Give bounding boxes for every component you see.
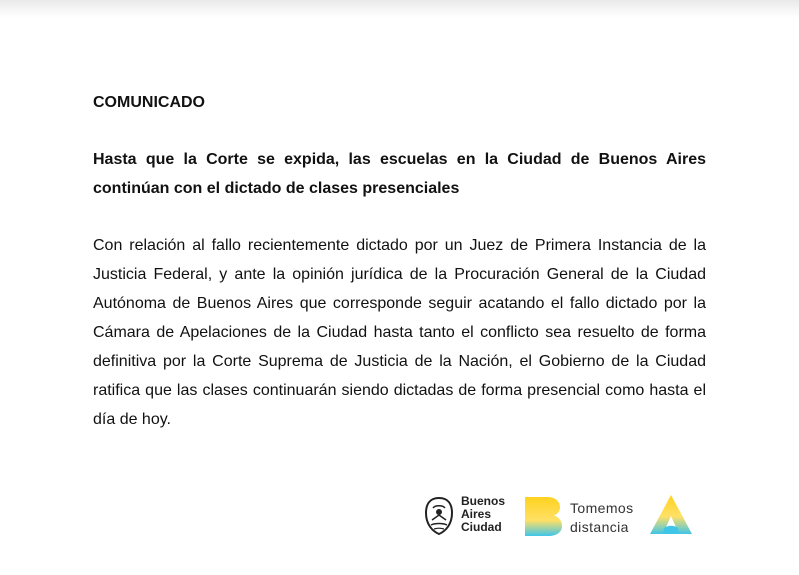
page-top-shadow	[0, 0, 799, 18]
campaign-line-1: Tomemos	[570, 500, 634, 516]
ba-b-logo-icon	[523, 495, 563, 537]
wordmark-line-3: Ciudad	[461, 520, 502, 534]
document-body: Con relación al fallo recientemente dictado por un Juez de Primera Instancia de la Justicia Federal, y ante la opinión jurídica de la Procuración General de la Ciudad Autónoma de Buenos Aires que corresponde seguir acatando el fallo dictado por la Cámara de Apelaciones de la Ciudad hasta tanto el conflicto sea resuelto de forma definitiva por la Corte Suprema de Justicia de la Nación, el Gobierno de la Ciudad ratifica que las clases continuarán siendo dictadas de forma presencial como hasta el día de hoy.	[93, 237, 706, 428]
footer-logos	[424, 494, 700, 540]
wordmark-line-2: Aires	[461, 507, 492, 521]
document-heading: COMUNICADO	[93, 94, 205, 111]
city-seal-icon	[424, 496, 454, 536]
document-headline: Hasta que la Corte se expida, las escuelas en la Ciudad de Buenos Aires continúan con el dictado de clases presenciales	[93, 151, 706, 197]
tomemos-distancia-a-icon	[648, 494, 694, 536]
tomemos-distancia-text	[570, 499, 633, 537]
wordmark-line-1: Buenos	[461, 494, 506, 508]
campaign-line-2: distancia	[570, 519, 629, 535]
press-release	[93, 92, 706, 434]
buenos-aires-ciudad-wordmark	[461, 495, 505, 534]
